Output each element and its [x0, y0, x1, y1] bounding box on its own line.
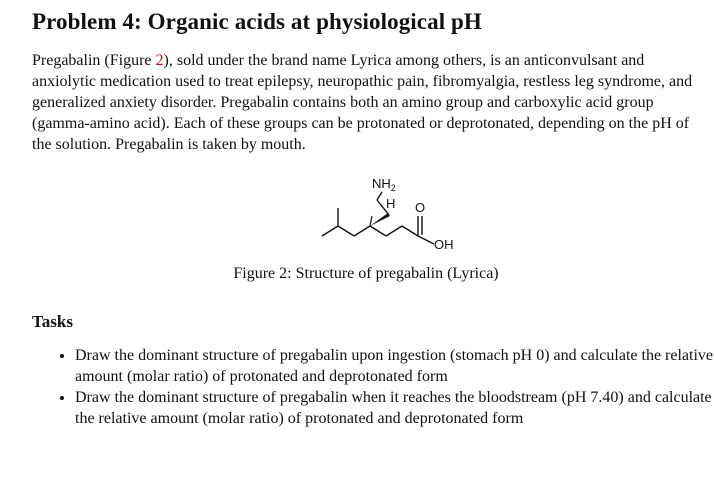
- bond-h: [370, 216, 372, 226]
- figure-pregabalin: [32, 170, 700, 290]
- wedge-bond: [370, 213, 390, 226]
- problem-section: [32, 8, 714, 427]
- pregabalin-structure-drawing: [310, 170, 460, 250]
- hydroxyl-label: OH: [434, 237, 454, 250]
- carbonyl-o-label: O: [415, 200, 426, 215]
- figure-caption: Figure 2: Structure of pregabalin (Lyrica): [233, 265, 499, 282]
- tasks-heading: Tasks: [32, 312, 73, 331]
- bond-7: [402, 226, 418, 236]
- bond-2: [338, 226, 354, 236]
- problem-title: Problem 4: Organic acids at physiological pH: [32, 9, 482, 34]
- bond-6: [386, 226, 402, 236]
- bond-n: [377, 192, 382, 200]
- bond-5: [370, 226, 386, 236]
- problem-intro: [32, 50, 700, 155]
- hydroxyl-bond: [418, 236, 434, 244]
- bond-1: [322, 226, 338, 236]
- intro-text-rest: ), sold under the brand name Lyrica among others, is an anticonvulsant and anxiolytic medication used to treat epilepsy, neuropathic pain, fibromyalgia, restless leg syndrome, and generalized anxiety disorder. Pregabalin contains both an amino group and carboxylic acid group (gamma-amino acid). Each of these groups can be protonated or deprotonated, depending on the pH of the solution. Pregabalin is taken by mouth.: [32, 52, 693, 153]
- bond-4: [354, 226, 370, 236]
- task-item: • Draw the dominant structure of pregabalin when it reaches the bloodstream (pH 7.40) and calculate the relative amount (molar ratio) of protonated and deprotonated form: [75, 387, 714, 429]
- amine-label: $NH_2$: [372, 176, 396, 193]
- task-item: • Draw the dominant structure of pregabalin upon ingestion (stomach pH 0) and calculate the relative amount (molar ratio) of protonated and deprotonated form: [75, 345, 714, 387]
- tasks-list: [56, 345, 714, 429]
- figure-reference-link[interactable]: 2: [155, 52, 164, 69]
- intro-text-start: Pregabalin (Figure: [32, 52, 156, 69]
- stereo-h-label: H: [386, 196, 396, 211]
